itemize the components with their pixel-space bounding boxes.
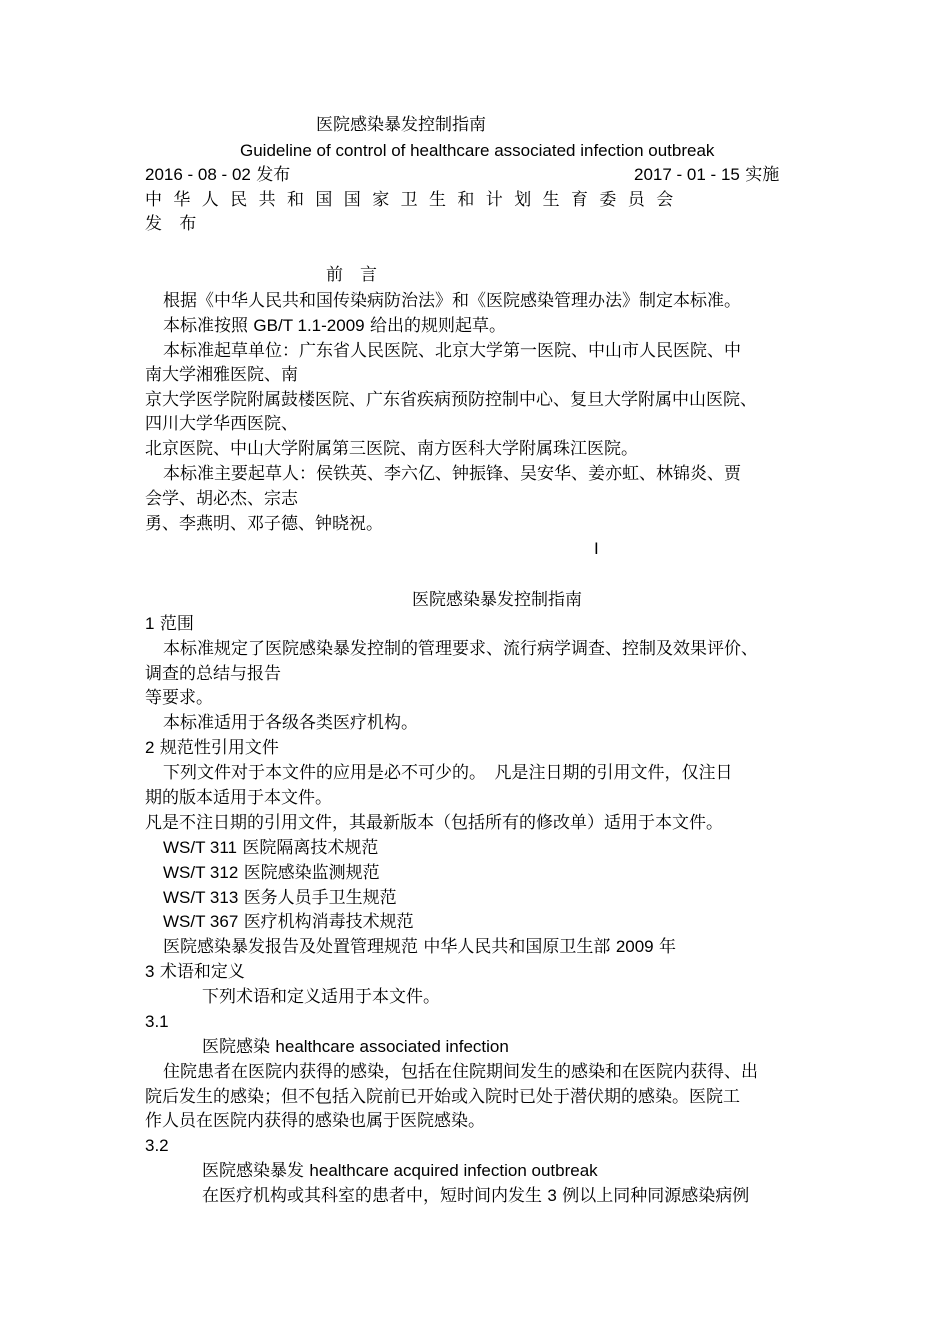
s2-p1-line2: 期的版本适用于本文件。 — [145, 788, 332, 808]
s1-p1-line3: 等要求。 — [145, 688, 213, 708]
reference-item — [163, 911, 414, 933]
reference-year: 2009 — [615, 937, 654, 956]
foreword-p4-line3: 勇、李燕明、邓子德、钟晓祝。 — [145, 514, 383, 534]
implement-line — [634, 164, 779, 186]
reference-issuer: 中华人民共和国原卫生部 — [423, 937, 611, 957]
term-3-1-number: 3.1 — [145, 1012, 169, 1031]
term-3-1-heading — [202, 1036, 509, 1058]
section-3-number: 3 — [145, 962, 155, 981]
section-2-title: 规范性引用文件 — [159, 738, 279, 758]
foreword-p1: 根据《中华人民共和国传染病防治法》和《医院感染管理办法》制定本标准。 — [163, 291, 741, 311]
reference-year-unit: 年 — [659, 937, 677, 957]
section-2-number: 2 — [145, 738, 155, 757]
term-3-1-line2: 院后发生的感染；但不包括入院前已开始或入院时已处于潜伏期的感染。医院工 — [145, 1087, 740, 1107]
s1-p1-line1: 本标准规定了医院感染暴发控制的管理要求、流行病学调查、控制及效果评价、 — [163, 639, 758, 659]
section-1-title: 范围 — [159, 614, 194, 634]
foreword-p4-line1: 本标准主要起草人：侯铁英、李六亿、钟振锋、吴安华、姜亦虹、林锦炎、贾 — [163, 464, 741, 484]
reference-name: 医院感染暴发报告及处置管理规范 — [163, 937, 418, 957]
implement-label: 实施 — [745, 165, 780, 185]
term-3-2-line1-b: 例以上同种同源感染病例 — [562, 1186, 750, 1206]
term-3-2-line1-num: 3 — [547, 1186, 557, 1205]
foreword-p3-line4: 四川大学华西医院、 — [145, 414, 298, 434]
term-3-2-line1-a: 在医疗机构或其科室的患者中，短时间内发生 — [202, 1186, 542, 1206]
publish-date: 2016 - 08 - 02 — [145, 165, 251, 184]
page-number: I — [594, 539, 599, 558]
s2-p1-line1: 下列文件对于本文件的应用是必不可少的。 凡是注日期的引用文件，仅注日 — [163, 763, 733, 783]
section-3-heading — [145, 961, 245, 983]
term-3-1-line3: 作人员在医院内获得的感染也属于医院感染。 — [145, 1111, 485, 1131]
term-3-1-en: healthcare associated infection — [275, 1037, 509, 1056]
section-3-title: 术语和定义 — [159, 962, 245, 982]
term-3-1-cn: 医院感染 — [202, 1037, 270, 1057]
section-2-heading — [145, 737, 279, 759]
reference-item-5 — [163, 936, 676, 958]
foreword-heading: 前 言 — [326, 265, 377, 285]
reference-code: WS/T 312 — [163, 863, 239, 882]
reference-name: 医院感染监测规范 — [243, 863, 380, 883]
section-1-heading — [145, 613, 194, 635]
foreword-p2-prefix: 本标准按照 — [163, 316, 248, 336]
section-1-number: 1 — [145, 614, 155, 633]
issuer-name: 中华人民共和国国家卫生和计划生育委员会 — [145, 190, 685, 210]
cover-title-cn: 医院感染暴发控制指南 — [316, 115, 486, 135]
term-3-2-line1 — [202, 1185, 749, 1207]
s3-intro: 下列术语和定义适用于本文件。 — [202, 987, 440, 1007]
reference-code: WS/T 313 — [163, 888, 239, 907]
term-3-1-line1: 住院患者在医院内获得的感染，包括在住院期间发生的感染和在医院内获得、出 — [163, 1062, 758, 1082]
reference-name: 医院隔离技术规范 — [242, 838, 379, 858]
foreword-p4-line2: 会学、胡必杰、宗志 — [145, 489, 298, 509]
foreword-p2 — [163, 315, 506, 337]
publish-line — [145, 164, 290, 186]
issuer-tail: 发 布 — [145, 214, 203, 234]
reference-name: 医务人员手卫生规范 — [243, 888, 397, 908]
term-3-2-cn: 医院感染暴发 — [202, 1161, 304, 1181]
implement-date: 2017 - 01 - 15 — [634, 165, 740, 184]
reference-code: WS/T 367 — [163, 912, 239, 931]
reference-code: WS/T 311 — [163, 838, 238, 857]
cover-title-en: Guideline of control of healthcare associated infection outbreak — [240, 141, 715, 160]
foreword-p2-suffix: 给出的规则起草。 — [370, 316, 507, 336]
foreword-p3-line5: 北京医院、中山大学附属第三医院、南方医科大学附属珠江医院。 — [145, 439, 638, 459]
reference-item — [163, 862, 380, 884]
body-title: 医院感染暴发控制指南 — [412, 590, 582, 610]
publish-label: 发布 — [256, 165, 291, 185]
s1-p2: 本标准适用于各级各类医疗机构。 — [163, 713, 418, 733]
reference-item — [163, 887, 397, 909]
foreword-p3-line2: 南大学湘雅医院、南 — [145, 365, 298, 385]
term-3-2-en: healthcare acquired infection outbreak — [309, 1161, 598, 1180]
s1-p1-line2: 调查的总结与报告 — [145, 664, 281, 684]
reference-item — [163, 837, 378, 859]
term-3-2-heading — [202, 1160, 598, 1182]
s2-p1-line3: 凡是不注日期的引用文件，其最新版本（包括所有的修改单）适用于本文件。 — [145, 813, 723, 833]
foreword-p3-line3: 京大学医学院附属鼓楼医院、广东省疾病预防控制中心、复旦大学附属中山医院、 — [145, 390, 757, 410]
term-3-2-number: 3.2 — [145, 1136, 169, 1155]
reference-name: 医疗机构消毒技术规范 — [243, 912, 414, 932]
foreword-p2-code: GB/T 1.1-2009 — [253, 316, 365, 335]
foreword-p3-line1: 本标准起草单位：广东省人民医院、北京大学第一医院、中山市人民医院、中 — [163, 341, 741, 361]
